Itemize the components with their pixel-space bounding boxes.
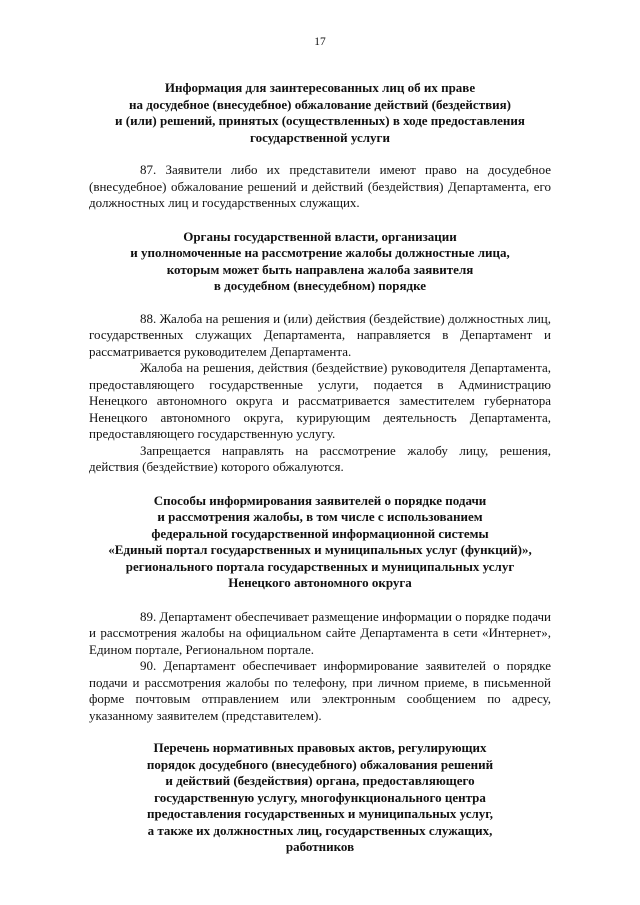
heading-line: регионального портала государственных и муниципальных услуг <box>125 558 515 574</box>
heading-line: в досудебном (внесудебном) порядке <box>213 278 427 293</box>
heading-line: на досудебное (внесудебное) обжалование действий (бездействия) <box>129 96 511 112</box>
heading-line: порядок досудебного (внесудебного) обжалования решений <box>146 756 494 772</box>
section-heading-regulatory-acts <box>89 740 551 856</box>
heading-line: федеральной государственной информационной системы <box>151 525 489 541</box>
section-heading-informing-methods <box>89 493 551 592</box>
heading-line: которым может быть направлена жалоба заявителя <box>166 261 474 277</box>
section-heading-authorities <box>89 229 551 295</box>
page-number: 17 <box>314 36 326 48</box>
heading-line: государственную услугу, многофункционального центра <box>154 789 486 805</box>
heading-line: и рассмотрения жалобы, в том числе с использованием <box>157 509 483 524</box>
paragraph-88-cont-2: Запрещается направлять на рассмотрение жалобу лицу, решения, действия (бездействие) которого обжалуются. <box>89 442 551 474</box>
heading-line: Информация для заинтересованных лиц об их праве <box>164 80 476 95</box>
heading-line: предоставления государственных и муниципальных услуг, <box>147 806 493 821</box>
paragraph-88-cont-1: Жалоба на решения, действия (бездействие) руководителя Департамента, предоставляющего государственные услуги, подается в Администрацию Ненецкого автономного округа и рассматривается заместителем губернатора Ненецкого автономного округа, курирующим деятельность Департамента, предоставляющего государственную услугу. <box>89 360 551 441</box>
paragraph-89: 89. Департамент обеспечивает размещение информации о порядке подачи и рассмотрения жалобы на официальном сайте Департамента в сети «Интернет», Едином портале, Региональном портале. <box>89 608 551 657</box>
heading-line: и (или) решений, принятых (осуществленных) в ходе предоставления <box>115 113 525 128</box>
section-heading-appeal-rights <box>89 80 551 146</box>
heading-line: государственной услуги <box>250 129 390 145</box>
heading-line: работников <box>285 839 355 854</box>
heading-line: «Единый портал государственных и муниципальных услуг (функций)», <box>108 542 532 557</box>
heading-line: Способы информирования заявителей о порядке подачи <box>153 492 487 508</box>
heading-line: и действий (бездействия) органа, предоставляющего <box>165 773 475 788</box>
paragraph-88: 88. Жалоба на решения и (или) действия (бездействие) должностных лиц, государственных служащих Департамента, направляется в Департамент и рассматривается руководителем Департамента. <box>89 310 551 359</box>
heading-line: Перечень нормативных правовых актов, регулирующих <box>153 740 487 755</box>
heading-line: Органы государственной власти, организации <box>183 228 457 244</box>
heading-line: и уполномоченные на рассмотрение жалобы должностные лица, <box>130 245 510 260</box>
heading-line: Ненецкого автономного округа <box>228 575 412 590</box>
heading-line: а также их должностных лиц, государственных служащих, <box>147 822 493 838</box>
paragraph-87: 87. Заявители либо их представители имеют право на досудебное (внесудебное) обжалование решений и действий (бездействия) Департамента, его должностных лиц и государственных служащих. <box>89 162 551 210</box>
paragraph-90: 90. Департамент обеспечивает информирование заявителей о порядке подачи и рассмотрения жалобы по телефону, при личном приеме, в письменной форме почтовым отправлением или электронным сообщением по адресу, указанному заявителем (представителем). <box>89 658 551 723</box>
